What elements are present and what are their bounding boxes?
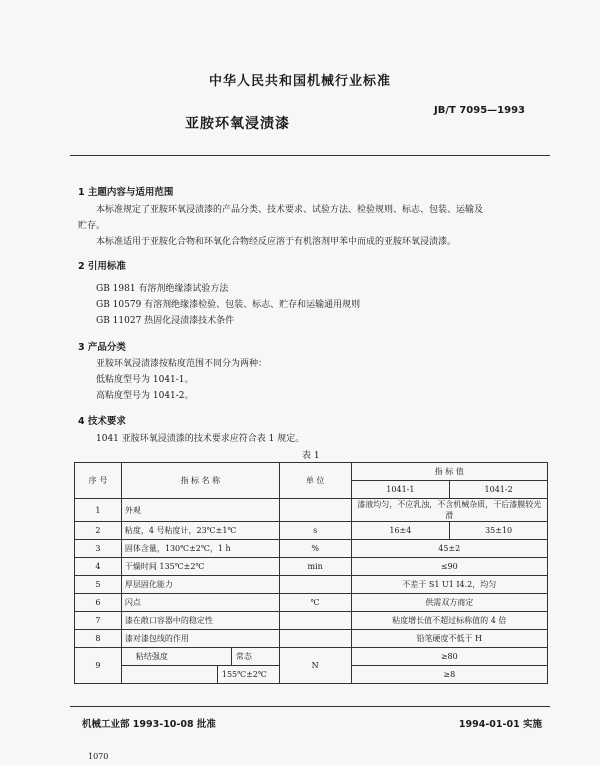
cell-unit bbox=[279, 612, 351, 630]
document-title: 亚胺环氧浸渍漆 bbox=[185, 116, 290, 132]
cell-unit bbox=[279, 630, 351, 648]
section-2-heading: 2 引用标准 bbox=[78, 261, 126, 272]
section-3-heading: 3 产品分类 bbox=[78, 342, 126, 353]
section-1-paragraph-1: 本标准规定了亚胺环氧浸渍漆的产品分类、技术要求、试验方法、检验规则、标志、包装、运输及 bbox=[96, 205, 484, 215]
classification-line: 亚胺环氧浸渍漆按粘度范围不同分为两种： bbox=[96, 359, 268, 369]
section-4-intro: 1041 亚胺环氧浸渍漆的技术要求应符合表 1 规定。 bbox=[96, 434, 305, 444]
cell-value: ≥8 bbox=[351, 666, 547, 684]
header-divider bbox=[70, 155, 550, 156]
classification-line: 高粘度型号为 1041-2。 bbox=[96, 391, 194, 401]
cell-subcondition: 155℃±2℃ bbox=[217, 666, 279, 683]
cell-value: 漆液均匀，不应乳浊，不含机械杂质，干后漆膜较光滑 bbox=[351, 499, 547, 522]
header-value: 指 标 值 bbox=[351, 463, 547, 481]
cell-no: 1 bbox=[75, 499, 122, 522]
table-caption: 表 1 bbox=[302, 451, 320, 461]
cell-name: 粘结强度 bbox=[135, 652, 168, 661]
cell-no: 5 bbox=[75, 576, 122, 594]
header-seq: 序 号 bbox=[75, 463, 122, 499]
cell-subcondition: 常态 bbox=[231, 648, 279, 665]
section-1-paragraph-1-cont: 贮存。 bbox=[78, 221, 106, 231]
cell-no: 4 bbox=[75, 558, 122, 576]
cell-name-split bbox=[121, 666, 279, 684]
page-number: 1070 bbox=[88, 752, 109, 761]
header-type-1041-1: 1041-1 bbox=[351, 481, 450, 499]
reference-item: GB 10579 有溶剂绝缘漆检验、包装、标志、贮存和运输通用规则 bbox=[96, 300, 361, 310]
cell-value-1041-1: 16±4 bbox=[351, 522, 450, 540]
section-1-heading: 1 主题内容与适用范围 bbox=[78, 187, 174, 198]
header-item: 指 标 名 称 bbox=[121, 463, 279, 499]
cell-value: 铅笔硬度不低于 H bbox=[351, 630, 547, 648]
cell-name: 固体含量，130℃±2℃，1 h bbox=[121, 540, 279, 558]
approval-info: 机械工业部 1993-10-08 批准 bbox=[82, 719, 216, 730]
cell-no: 9 bbox=[75, 648, 122, 684]
cell-no: 8 bbox=[75, 630, 122, 648]
cell-no: 3 bbox=[75, 540, 122, 558]
section-4-heading: 4 技术要求 bbox=[78, 416, 126, 427]
table-row bbox=[75, 522, 548, 540]
cell-name: 粘度，4 号粘度计，23℃±1℃ bbox=[121, 522, 279, 540]
implementation-date: 1994-01-01 实施 bbox=[458, 719, 542, 730]
table-row bbox=[75, 594, 548, 612]
standard-number: JB/T 7095—1993 bbox=[434, 105, 525, 116]
classification-line: 低粘度型号为 1041-1。 bbox=[96, 375, 194, 385]
table-row bbox=[75, 612, 548, 630]
cell-unit bbox=[279, 499, 351, 522]
cell-unit: % bbox=[279, 540, 351, 558]
reference-item: GB 1981 有溶剂绝缘漆试验方法 bbox=[96, 284, 229, 294]
cell-unit bbox=[279, 576, 351, 594]
cell-no: 7 bbox=[75, 612, 122, 630]
cell-value: 粘度增长值不超过标称值的 4 倍 bbox=[351, 612, 547, 630]
table-row bbox=[75, 540, 548, 558]
cell-value: 45±2 bbox=[351, 540, 547, 558]
cell-unit: ℃ bbox=[279, 594, 351, 612]
cell-value: 供需双方商定 bbox=[351, 594, 547, 612]
cell-value-1041-2: 35±10 bbox=[450, 522, 548, 540]
section-1-paragraph-2: 本标准适用于亚胺化合物和环氧化合物经反应溶于有机溶剂甲苯中而成的亚胺环氧浸渍漆。 bbox=[96, 237, 457, 247]
cell-no: 6 bbox=[75, 594, 122, 612]
footer-divider bbox=[70, 706, 550, 707]
cell-name: 漆对漆包线的作用 bbox=[121, 630, 279, 648]
cell-value: ≥80 bbox=[351, 648, 547, 666]
cell-name: 漆在敞口容器中的稳定性 bbox=[121, 612, 279, 630]
cell-name: 闪点 bbox=[121, 594, 279, 612]
spec-table bbox=[74, 462, 548, 684]
table-row bbox=[75, 499, 548, 522]
table-row bbox=[75, 648, 548, 666]
table-row bbox=[75, 630, 548, 648]
cell-unit: s bbox=[279, 522, 351, 540]
cell-unit: min bbox=[279, 558, 351, 576]
table-row bbox=[75, 576, 548, 594]
header-unit: 单 位 bbox=[279, 463, 351, 499]
table-row bbox=[75, 558, 548, 576]
cell-name: 外观 bbox=[121, 499, 279, 522]
standard-category: 中华人民共和国机械行业标准 bbox=[208, 74, 391, 89]
cell-value: ≤90 bbox=[351, 558, 547, 576]
header-type-1041-2: 1041-2 bbox=[450, 481, 548, 499]
cell-name-split bbox=[121, 648, 279, 666]
cell-no: 2 bbox=[75, 522, 122, 540]
cell-unit: N bbox=[279, 648, 351, 684]
reference-item: GB 11027 热固化浸渍漆技术条件 bbox=[96, 316, 235, 326]
cell-name: 干燥时间 135℃±2℃ bbox=[121, 558, 279, 576]
table-header-row bbox=[75, 463, 548, 481]
cell-value: 不差于 S1 U1 I4.2，均匀 bbox=[351, 576, 547, 594]
cell-name: 厚层固化能力 bbox=[121, 576, 279, 594]
